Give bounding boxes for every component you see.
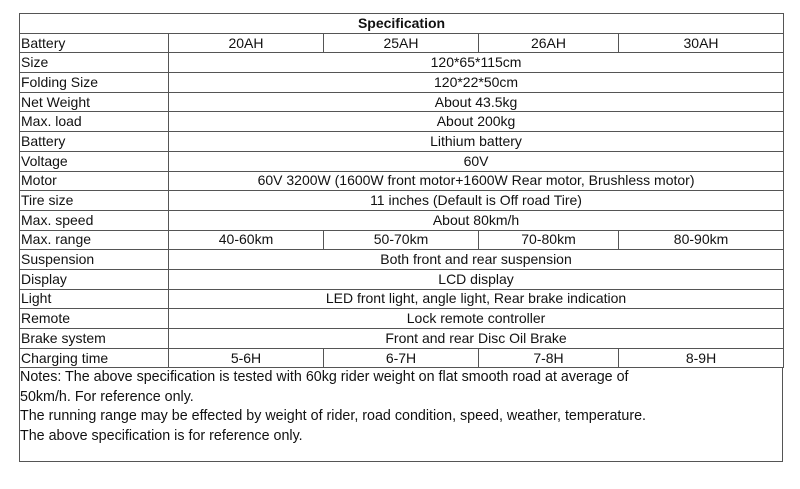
row-value: 60V 3200W (1600W front motor+1600W Rear motor, Brushless motor) [169,171,784,191]
notes-line: 50km/h. For reference only. [20,388,194,405]
table-row [20,92,784,112]
battery-option: 20AH [169,33,324,53]
battery-option-row [20,33,784,53]
row-label: Size [20,53,169,73]
range-value: 40-60km [169,230,324,250]
row-value: 120*65*115cm [169,53,784,73]
row-label: Display [20,269,169,289]
row-value: About 80km/h [169,210,784,230]
battery-option: 26AH [479,33,619,53]
charging-value: 8-9H [619,348,784,368]
row-label: Tire size [20,191,169,211]
table-row [20,171,784,191]
row-label: Max. speed [20,210,169,230]
range-value: 50-70km [324,230,479,250]
specification-sheet [19,13,783,462]
specification-table [19,13,784,368]
row-value: Lithium battery [169,132,784,152]
table-row [20,309,784,329]
table-row [20,112,784,132]
charging-time-row [20,348,784,368]
row-value: LCD display [169,269,784,289]
row-value: 11 inches (Default is Off road Tire) [169,191,784,211]
row-label: Net Weight [20,92,169,112]
table-row [20,329,784,349]
row-label: Voltage [20,151,169,171]
row-label: Brake system [20,329,169,349]
row-value: Both front and rear suspension [169,250,784,270]
battery-label: Battery [20,33,169,53]
row-label: Folding Size [20,73,169,93]
notes-block [19,368,783,462]
table-title: Specification [20,14,784,34]
row-label: Charging time [20,348,169,368]
row-value: About 43.5kg [169,92,784,112]
table-row [20,73,784,93]
title-row [20,14,784,34]
charging-value: 6-7H [324,348,479,368]
row-label: Motor [20,171,169,191]
table-row [20,289,784,309]
table-row [20,210,784,230]
table-row [20,151,784,171]
table-row [20,269,784,289]
row-label: Remote [20,309,169,329]
row-value: Front and rear Disc Oil Brake [169,329,784,349]
row-label: Battery [20,132,169,152]
row-label: Light [20,289,169,309]
row-value: 120*22*50cm [169,73,784,93]
charging-value: 7-8H [479,348,619,368]
notes-line: Notes: The above specification is tested with 60kg rider weight on flat smooth road at average of [20,369,629,386]
battery-option: 30AH [619,33,784,53]
range-value: 80-90km [619,230,784,250]
battery-option: 25AH [324,33,479,53]
notes-line: The above specification is for reference only. [20,427,303,444]
charging-value: 5-6H [169,348,324,368]
notes-line: The running range may be effected by weight of rider, road condition, speed, weather, temperature. [20,408,647,425]
row-value: LED front light, angle light, Rear brake indication [169,289,784,309]
max-range-row [20,230,784,250]
row-value: 60V [169,151,784,171]
row-label: Max. range [20,230,169,250]
row-value: About 200kg [169,112,784,132]
table-row [20,53,784,73]
table-row [20,191,784,211]
row-value: Lock remote controller [169,309,784,329]
row-label: Max. load [20,112,169,132]
range-value: 70-80km [479,230,619,250]
table-row [20,132,784,152]
table-row [20,250,784,270]
row-label: Suspension [20,250,169,270]
